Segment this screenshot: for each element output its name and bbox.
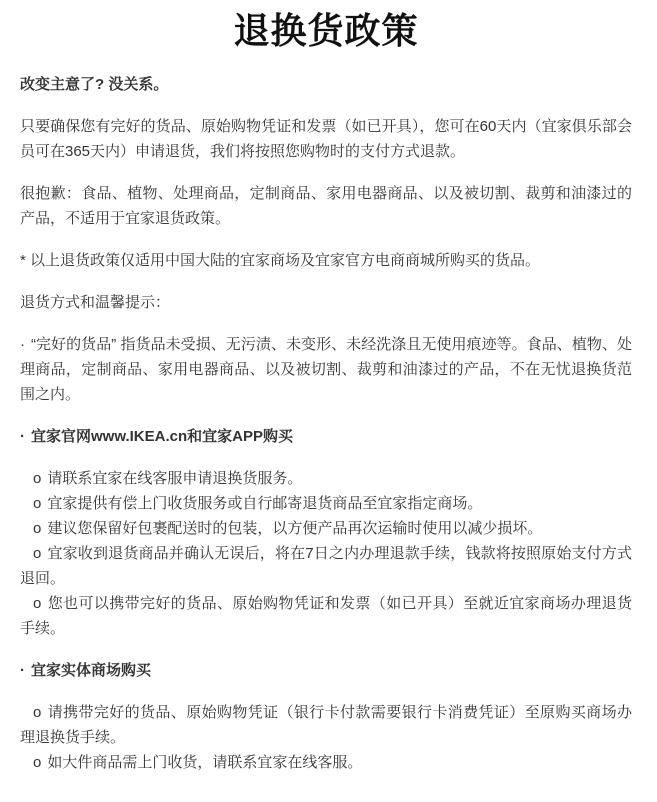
section-store-purchase [20, 658, 632, 775]
section-heading-text: 宜家官网www.IKEA.cn和宜家APP购买 [31, 428, 293, 445]
page-title: 退换货政策 [233, 10, 419, 51]
definition-bullet [20, 332, 632, 407]
item-o-marker: o [33, 754, 42, 771]
list-item [20, 591, 632, 641]
online-purchase-item-list [20, 466, 632, 641]
item-o-marker: o [33, 595, 42, 612]
paragraph-region-note: * 以上退货政策仅适用中国大陆的宜家商场及宜家官方电商商城所购买的货品。 [20, 252, 541, 269]
item-o-marker: o [33, 545, 42, 562]
item-o-marker: o [33, 495, 42, 512]
section-heading-store [20, 658, 632, 683]
item-o-marker: o [33, 520, 42, 537]
paragraph-refund-eligibility: 只要确保您有完好的货品、原始购物凭证和发票（如已开具），您可在60天内（宜家俱乐部会员可在365天内）申请退货，我们将按照您购物时的支付方式退款。 [20, 118, 632, 160]
paragraph-exclusions: 很抱歉：食品、植物、处理商品，定制商品、家用电器商品、以及被切割、裁剪和油漆过的产品，不适用于宜家退货政策。 [20, 185, 632, 227]
list-item-text: 宜家提供有偿上门收货服务或自行邮寄退货商品至宜家指定商场。 [47, 495, 483, 512]
bullet-dot-icon: · [20, 428, 25, 445]
item-o-marker: o [33, 704, 42, 721]
list-item-text: 您也可以携带完好的货品、原始购物凭证和发票（如已开具）至就近宜家商场办理退货手续。 [20, 595, 632, 637]
section-online-purchase [20, 424, 632, 641]
list-item [20, 466, 632, 491]
section-heading-online [20, 424, 632, 449]
return-policy-document [0, 8, 657, 802]
list-item-text: 如大件商品需上门收货，请联系宜家在线客服。 [47, 754, 363, 771]
list-item [20, 491, 632, 516]
intro-statement: 改变主意了? 没关系。 [20, 76, 169, 93]
store-purchase-item-list [20, 700, 632, 775]
list-item [20, 516, 632, 541]
bullet-dot-icon: · [20, 336, 25, 353]
list-item [20, 541, 632, 591]
list-item [20, 750, 632, 775]
bullet-dot-icon: · [20, 662, 25, 679]
definition-text: “完好的货品” 指货品未受损、无污渍、未变形、未经洗涤且无使用痕迹等。食品、植物、处理商品，定制商品、家用电器商品、以及被切割、裁剪和油漆过的产品，不在无忧退换货范围之内。 [20, 336, 632, 403]
list-item-text: 请联系宜家在线客服申请退换货服务。 [47, 470, 303, 487]
item-o-marker: o [33, 470, 42, 487]
list-item-text: 宜家收到退货商品并确认无误后，将在7日之内办理退款手续，钱款将按照原始支付方式退回。 [20, 545, 632, 587]
list-item-text: 请携带完好的货品、原始购物凭证（银行卡付款需要银行卡消费凭证）至原购买商场办理退换货手续。 [20, 704, 632, 746]
paragraph-tips-heading: 退货方式和温馨提示： [20, 294, 171, 311]
list-item-text: 建议您保留好包裹配送时的包装，以方便产品再次运输时使用以减少损坏。 [47, 520, 543, 537]
list-item [20, 700, 632, 750]
section-heading-text: 宜家实体商场购买 [31, 662, 152, 679]
